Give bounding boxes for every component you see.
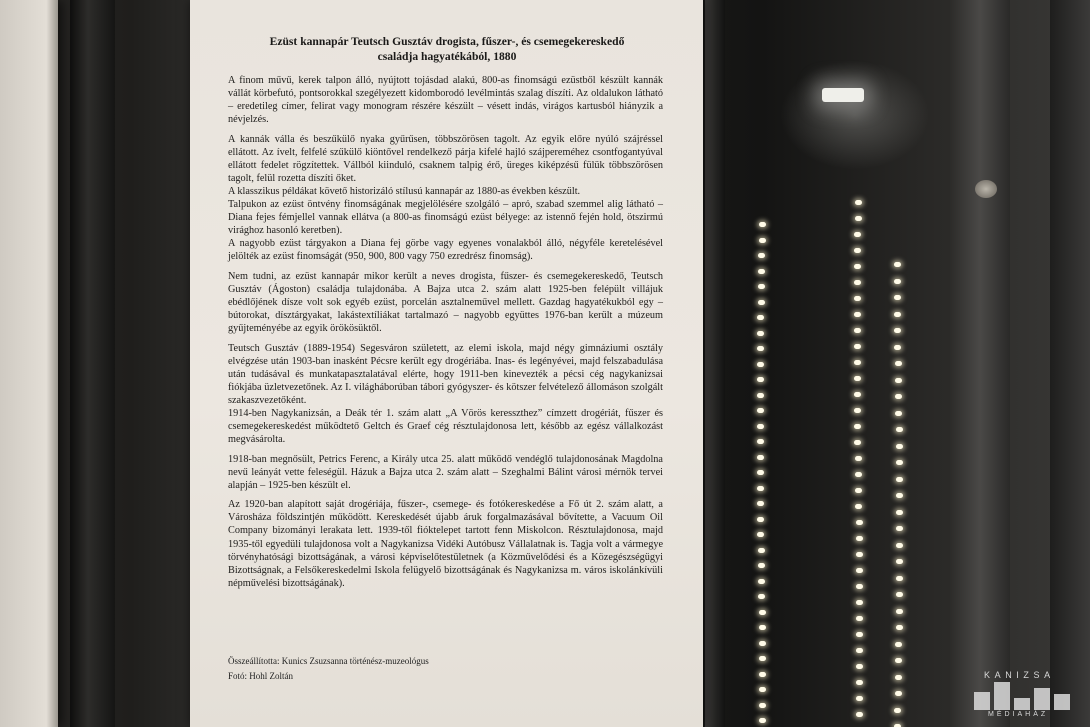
led-light [757,408,764,413]
led-light [758,300,765,305]
label-title [212,34,682,64]
vitrine-frame-left [70,0,115,727]
led-light [896,625,903,630]
led-light [895,411,902,416]
led-light [896,477,903,482]
led-light [855,504,862,509]
led-light [894,262,901,267]
led-light [854,344,861,349]
led-light [856,632,863,637]
led-light [757,455,764,460]
led-light [759,641,766,646]
vitrine-frame-far-right [1050,0,1090,727]
paragraph-biography: Teutsch Gusztáv (1889-1954) Segesváron született, az elemi iskola, majd négy gimnáziumi osztály elvégzése után 1903-ban inasként Pécsre került egy drogériába. Inas- és legényévei, majd felszabadulása után tudásával és munkatapasztalatával elérte, hogy 1911-ben kinevezték a pécsi cég nagykanizsai fiókjába üzletvezetőnek. Az I. világháborúban tábori gyógyszer- és kötszer felvételező állomáson szolgált szakaszvezetőként. [228,342,663,406]
label-body [228,74,663,596]
led-light [759,238,766,243]
led-light [896,427,903,432]
led-light [759,610,766,615]
led-light [856,552,863,557]
led-light [855,200,862,205]
glass-edge-right [950,0,1010,727]
led-light [896,592,903,597]
led-light [894,312,901,317]
kanizsa-mediahaz-logo [974,670,1074,720]
led-light [854,424,861,429]
led-light [895,658,902,663]
led-light [896,460,903,465]
led-light [757,331,764,336]
led-light [854,296,861,301]
led-light [758,284,765,289]
led-light [757,346,764,351]
led-light [896,543,903,548]
led-light [856,584,863,589]
led-light [757,470,764,475]
led-light [896,609,903,614]
led-light [896,576,903,581]
led-light [896,510,903,515]
led-light [854,392,861,397]
led-light [759,222,766,227]
paragraph-drugstore: 1914-ben Nagykanizsán, a Deák tér 1. szám alatt „A Vörös keresszthez” címzett drogériát, fűszer és csemegekereskedést működtető Geltch és Graef cég résztulajdonosa lett, később az egész vállalkozást megvásárolta. [228,407,663,445]
paragraph-fineness: A nagyobb ezüst tárgyakon a Diana fej görbe vagy egyenes vonalakból álló, négyféle keretelésével jelölték az ezüst finomságát (950, 900, 800 vagy 750 ezredrész finomság). [228,238,663,263]
led-light [855,488,862,493]
adjacent-panel [0,0,58,727]
light-glare [822,88,864,102]
vitrine-frame-right [705,0,725,727]
paragraph-provenance: Nem tudni, az ezüst kannapár mikor került a neves drogista, fűszer- és csemegekereskedő, Teutsch Gusztáv (Ágoston) családja tulajdonába. A Bajza utca 2. szám alatt 1925-ben felépült villájuk ebédlőjének dísze volt sok egyéb ezüst, porcelán asztalneművel mellett. Gazdag hagyatékukból egy – bútorokat, dísztárgyakat, lakástextíliákat tartalmazó – nagyobb együttes 1976-ban került a múzeum gyűjteményébe az egyik örökösüktől. [228,270,663,335]
led-light [759,656,766,661]
led-light [854,408,861,413]
led-light [759,703,766,708]
led-light [895,394,902,399]
led-light [854,328,861,333]
led-light [856,616,863,621]
led-light [895,691,902,696]
led-light [759,687,766,692]
label-credits [228,654,658,683]
exhibit-label [190,0,703,727]
credit-photo: Fotó: Hohl Zoltán [228,670,293,681]
led-light [856,648,863,653]
led-light [895,361,902,366]
led-light [855,216,862,221]
led-light [758,579,765,584]
label-title-line2: családja hagyatékából, 1880 [377,50,517,63]
led-light [758,594,765,599]
led-light [896,526,903,531]
paragraph-hallmark: Talpukon az ezüst öntvény finomságának megjelölésére szolgáló – apró, szabad szemmel alig látható – Diana fejes fémjellel vannak ellátva (a 800-as finomságú ezüst bélyege: az istennő fején hold, ötszirmú virághoz hasonló keretben). [228,199,663,237]
led-light [856,664,863,669]
led-light [855,456,862,461]
led-light [757,424,764,429]
led-light [757,532,764,537]
led-light [758,253,765,258]
led-light [758,269,765,274]
led-light [856,680,863,685]
led-light [894,345,901,350]
led-light [757,362,764,367]
led-light [757,486,764,491]
led-light [854,280,861,285]
paragraph-marriage: 1918-ban megnősült, Petrics Ferenc, a Király utca 25. alatt működő vendéglő tulajdonosának Magdolna nevű leányát vette feleségül. Házuk a Bajza utca 2. szám alatt – Szeghalmi Bálint városi mérnök tervei alapján – 1925-ben készült el. [228,453,663,491]
led-light [757,439,764,444]
label-title-line1: Ezüst kannapár Teutsch Gusztáv drogista, fűszer-, és csemegekereskedő [269,35,625,48]
led-light [856,712,863,717]
led-light [855,472,862,477]
led-light [896,444,903,449]
blurred-silver-object [975,180,997,198]
credit-compiled-by: Összeállította: Kunics Zsuzsanna történész-muzeológus [228,656,429,666]
led-light [758,563,765,568]
led-light [856,536,863,541]
led-light [856,520,863,525]
led-light [895,675,902,680]
glass-reflection [780,60,930,170]
led-light [757,315,764,320]
led-light [854,360,861,365]
led-light [894,328,901,333]
led-light [894,279,901,284]
led-light [759,625,766,630]
led-light [854,376,861,381]
led-light [895,642,902,647]
led-light [854,264,861,269]
led-light [854,248,861,253]
led-light [759,718,766,723]
logo-text-top: KANIZSA [984,670,1055,680]
led-light [896,559,903,564]
led-light [895,378,902,383]
logo-text-bottom: MÉDIAHÁZ [988,711,1049,718]
led-light [758,548,765,553]
led-light [854,440,861,445]
paragraph-description: A finom művű, kerek talpon álló, nyújtott tojásdad alakú, 800-as finomságú ezüstből készült kannák vállát körbefutó, pontsorokkal szegélyezett kidomborodó levélmintás szalag díszíti. Az oldalukon látható – eredetileg címer, felirat vagy monogram részére készült – vésett indás, virágos kartusból hiányzik a névjelzés. [228,75,663,126]
paragraph-form: A kannák válla és beszűkülő nyaka gyűrűsen, többszörösen tagolt. Az egyik előre nyúló szájréssel ellátott. Az ívelt, felfelé szűkülő kiöntővel rendelkező párja kifelé hajló szájpereméhez csontfogantyúval ellátott fedelet rögzítettek. Vállból kiinduló, csaknem talpig érő, üreges kiképzésű fülük többszörösen tagolt, felül rozetta díszíti őket. [228,133,663,184]
paragraph-business: Az 1920-ban alapított saját drogériája, fűszer-, csemege- és fotókereskedése a Fő út 2. szám alatt, a Városháza földszintjén működött. Kereskedését újabb áruk forgalmazásával bővítette, a Vacuum Oil Company bizományi lerakata lett. 1939-től fióktelepet tartott fenn Miskolcon. Résztulajdonosa, majd 1935-től egyedüli tulajdonosa volt a Nagykanizsa Vidéki Autóbusz Vállalatnak is. Tagja volt a vármegye törvényhatósági bizottságának, a városi képviselőtestületnek (a Közművelődési és a Közegészségügyi Bizottságnak, a Felsőkereskedelmi Iskola felügyelő bizottságának és Nagykanizsa m. város iskolánkívüli népművelési bizottságának). [228,499,663,589]
led-light [854,232,861,237]
led-light [759,672,766,677]
led-light [856,568,863,573]
led-light [757,377,764,382]
paragraph-dating: A klasszikus példákat követő historizáló stílusú kannapár az 1880-as években készült. [228,185,581,197]
logo-bars-graphic [974,682,1074,710]
led-light [856,600,863,605]
led-light [757,501,764,506]
led-light [757,517,764,522]
led-light [757,393,764,398]
led-light [854,312,861,317]
led-light [856,696,863,701]
led-light [894,708,901,713]
led-light [894,295,901,300]
led-light [896,493,903,498]
